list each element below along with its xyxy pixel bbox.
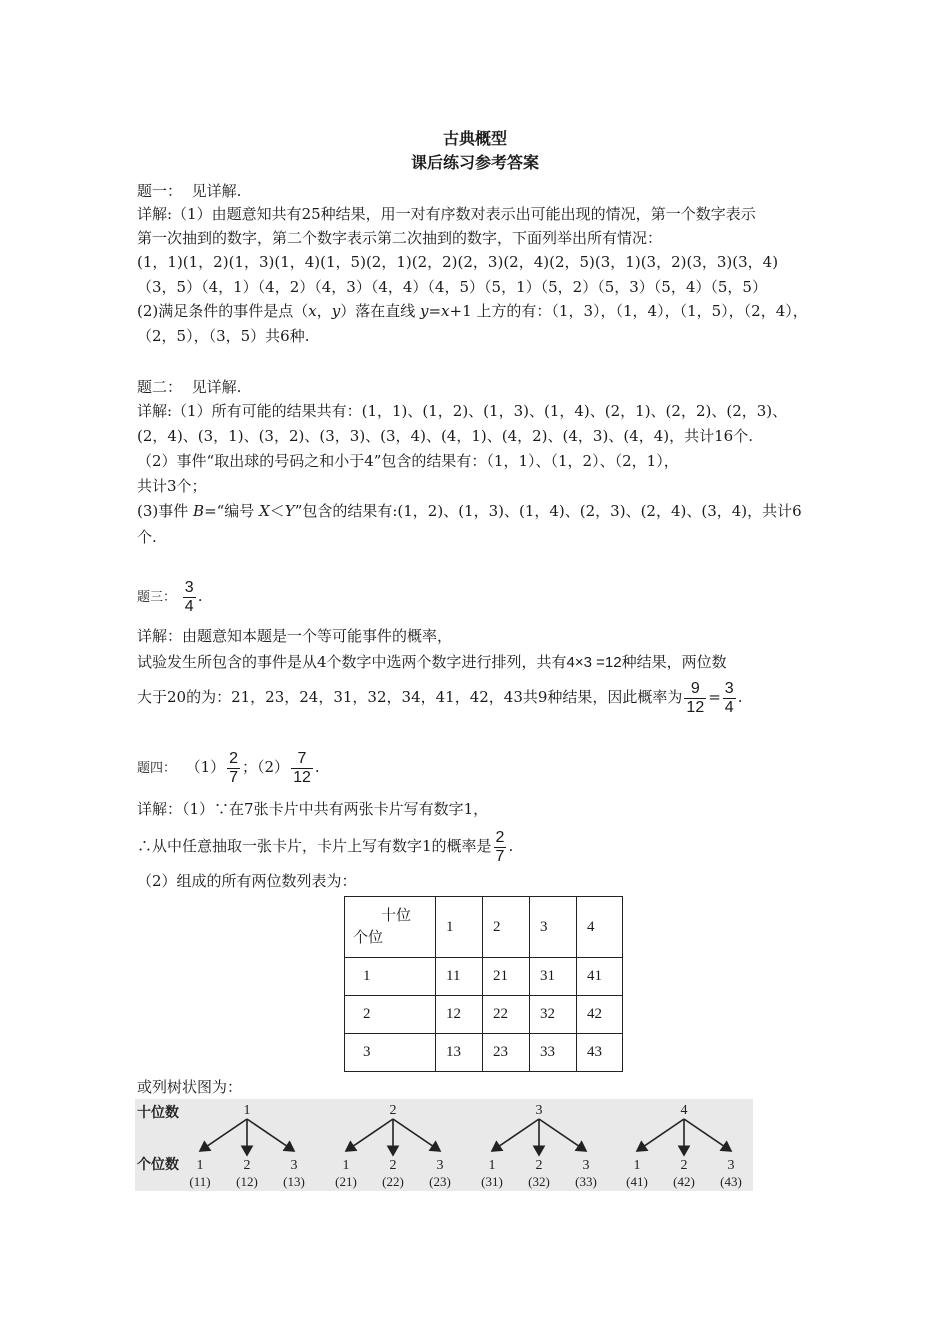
tree-branch-arrow: [346, 1119, 393, 1151]
tree-label-tens: 十位数: [137, 1104, 179, 1120]
q1-line3: (1，1)(1，2)(1，3)(1，4)(1，5)(2，1)(2，2)(2，3)(2，4)(2，5)(3，1)(3，2)(3，3)(3，4): [137, 253, 779, 271]
tree-result-label: (23): [429, 1174, 451, 1189]
table-corner-cell: 十位 个位: [345, 897, 436, 958]
tree-root-node: 2: [389, 1103, 397, 1118]
tree-branch-arrow: [393, 1119, 440, 1151]
tree-result-label: (43): [720, 1174, 742, 1189]
table-row: [345, 996, 623, 1034]
q1-line5: (2)满足条件的事件是点（x，y）落在直线 y=x+1 上方的有：（1，3），（1，4），（1，5），（2，4），: [137, 302, 808, 320]
tree-branch-arrow: [637, 1119, 684, 1151]
page-subtitle: 课后练习参考答案: [410, 153, 539, 172]
q1-heading: 题一： 见详解.: [137, 182, 242, 200]
tree-leaf-node: 2: [389, 1158, 397, 1173]
table-cell: 33: [530, 1034, 577, 1072]
q3-answer-fraction: $\frac{3}{4}$: [184, 578, 194, 615]
q1-line4: （3，5）（4，1）（4，2）（4，3）（4，4）（4，5）（5，1）（5，2）（5，3）（5，4）（5，5）: [137, 278, 767, 296]
q2-line2: (2，4)、(3，1)、(3，2)、(3，3)、(3，4)、(4，1)、(4，2)、(4，3)、(4，4)，共计16个.: [137, 427, 753, 445]
tree-leaf-node: 1: [633, 1158, 641, 1173]
q2-line3: （2）事件“取出球的号码之和小于4”包含的结果有：（1，1）、（1，2）、（2，1），: [137, 452, 679, 470]
tree-leaf-node: 2: [535, 1158, 543, 1173]
q2-line6: 个.: [137, 528, 157, 546]
tree-result-label: (11): [189, 1174, 211, 1189]
tree-result-label: (13): [283, 1174, 305, 1189]
q4-heading: 题四： （1） $\frac{2}{7}$ ；（2） $\frac{7}{12}$ .: [137, 749, 320, 786]
tree-leaf-node: 1: [488, 1158, 496, 1173]
tree-branch-arrow: [200, 1119, 247, 1151]
tree-result-label: (21): [335, 1174, 357, 1189]
q3-line1: 详解：由题意知本题是一个等可能事件的概率，: [137, 627, 453, 645]
tree-leaf-node: 2: [680, 1158, 688, 1173]
tree-result-label: (42): [673, 1174, 695, 1189]
q3-line3: 大于20的为：21，23，24，31，32，34，41，42，43共9种结果，因此概率为 $\frac{9}{12}$ = $\frac{3}{4}$ .: [137, 679, 743, 716]
table-cell: 42: [577, 996, 623, 1034]
tree-result-label: (12): [236, 1174, 258, 1189]
tree-result-label: (31): [481, 1174, 503, 1189]
q4-line2: ∴从中任意抽取一张卡片，卡片上写有数字1的概率是 $\frac{2}{7}$ .: [137, 828, 514, 865]
tree-intro: 或列树状图为：: [137, 1078, 243, 1096]
tree-result-label: (33): [575, 1174, 597, 1189]
q3-heading: 题三： $\frac{3}{4}$ .: [137, 578, 203, 615]
tree-leaf-node: 2: [243, 1158, 251, 1173]
tree-branch-arrow: [247, 1119, 294, 1151]
q2-line4: 共计3个；: [137, 477, 207, 495]
q4-line1: 详解：（1）∵在7张卡片中共有两张卡片写有数字1，: [137, 800, 489, 818]
q4-answer1-fraction: $\frac{2}{7}$: [229, 749, 239, 786]
q2-heading: 题二： 见详解.: [137, 378, 242, 396]
table-cell: 31: [530, 958, 577, 996]
tree-diagram: [135, 1099, 753, 1191]
table-cell: 21: [483, 958, 530, 996]
q1-line2: 第一次抽到的数字，第二个数字表示第二次抽到的数字，下面列举出所有情况：: [137, 229, 663, 247]
two-digit-table: [344, 896, 623, 1072]
q2-line1: 详解:（1）所有可能的结果共有：(1，1)、(1，2)、(1，3)、(1，4)、(2，1)、(2，2)、(2，3)、: [137, 402, 788, 420]
tree-root-node: 1: [243, 1103, 251, 1118]
tree-leaf-node: 1: [342, 1158, 350, 1173]
tree-result-label: (41): [626, 1174, 648, 1189]
table-row-header: 2: [345, 996, 436, 1034]
table-row-header: 3: [345, 1034, 436, 1072]
q2-line5: (3)事件 B=“编号 X＜Y”包含的结果有:(1，2)、(1，3)、(1，4)、(2，3)、(2，4)、(3，4)，共计6: [137, 502, 802, 520]
tree-root-node: 3: [535, 1103, 543, 1118]
page-title: 古典概型: [442, 129, 507, 148]
q3-prob-fraction-simplified: $\frac{3}{4}$: [724, 679, 734, 716]
q1-line1: 详解:（1）由题意知共有25种结果，用一对有序数对表示出可能出现的情况，第一个数字表示: [137, 205, 756, 223]
tree-root-node: 4: [680, 1103, 688, 1118]
table-col-header: 4: [577, 897, 623, 958]
tree-diagram-svg: [135, 1099, 753, 1191]
tree-result-label: (32): [528, 1174, 550, 1189]
table-col-header: 1: [436, 897, 483, 958]
table-cell: 11: [436, 958, 483, 996]
tree-leaf-node: 3: [727, 1158, 735, 1173]
table-cell: 32: [530, 996, 577, 1034]
tree-branch-arrow: [684, 1119, 731, 1151]
table-cell: 41: [577, 958, 623, 996]
q4-answer2-fraction: $\frac{7}{12}$: [293, 749, 311, 786]
q4-card-prob-fraction: $\frac{2}{7}$: [495, 828, 505, 865]
table-row: [345, 1034, 623, 1072]
tree-branch-arrow: [539, 1119, 586, 1151]
q4-line3: （2）组成的所有两位数列表为：: [137, 872, 357, 890]
table-cell: 12: [436, 996, 483, 1034]
table-cell: 22: [483, 996, 530, 1034]
table-col-header: 2: [483, 897, 530, 958]
q3-prob-fraction: $\frac{9}{12}$: [686, 679, 705, 716]
tree-leaf-node: 3: [436, 1158, 444, 1173]
table-cell: 23: [483, 1034, 530, 1072]
table-col-header: 3: [530, 897, 577, 958]
table-row: [345, 958, 623, 996]
tree-result-label: (22): [382, 1174, 404, 1189]
tree-leaf-node: 3: [582, 1158, 590, 1173]
q3-line2: 试验发生所包含的事件是从4个数字中选两个数字进行排列，共有4×3 =12种结果，两位数: [137, 653, 727, 671]
tree-label-units: 个位数: [137, 1156, 179, 1172]
q1-line6: （2，5），（3，5）共6种.: [137, 327, 310, 345]
tree-leaf-node: 1: [196, 1158, 204, 1173]
table-row-header: 1: [345, 958, 436, 996]
table-cell: 43: [577, 1034, 623, 1072]
tree-leaf-node: 3: [290, 1158, 298, 1173]
table-cell: 13: [436, 1034, 483, 1072]
tree-branch-arrow: [492, 1119, 539, 1151]
